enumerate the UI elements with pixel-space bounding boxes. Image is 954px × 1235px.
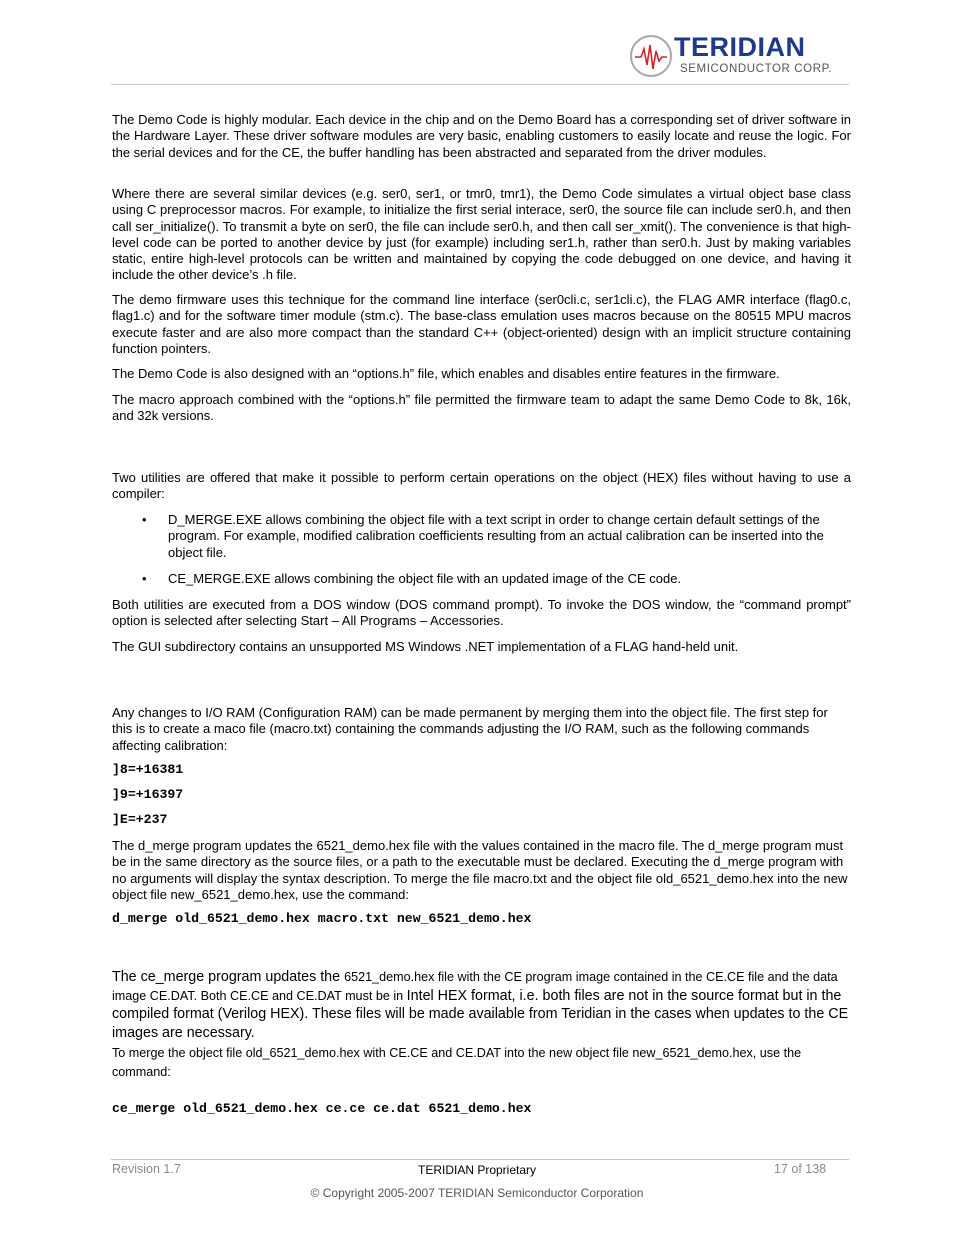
paragraph-ce-merge-usage: To merge the object file old_6521_demo.hex with CE.CE and CE.DAT into the new object file new_6521_demo.hex, use the command:: [112, 1046, 802, 1079]
paragraph-utilities: Two utilities are offered that make it possible to perform certain operations on the object (HEX) files without having to use a compiler:: [112, 470, 851, 502]
logo-brand: TERIDIAN: [674, 32, 806, 62]
code-d-merge-command: d_merge old_6521_demo.hex macro.txt new_6521_demo.hex: [112, 911, 532, 926]
ce-merge-text-part: 6521_demo.hex file with the CE program image contained in the CE.CE file and the data image CE.DAT. Both CE.CE and CE.DAT must be in: [112, 970, 838, 1003]
code-line: ]E=+237: [112, 812, 168, 827]
code-ce-merge-command: ce_merge old_6521_demo.hex ce.ce ce.dat 6521_demo.hex: [112, 1101, 532, 1116]
logo-brand-sub: SEMICONDUCTOR CORP.: [680, 63, 833, 75]
footer-proprietary: TERIDIAN Proprietary: [417, 1163, 537, 1177]
bullet-mark: •: [142, 512, 147, 527]
paragraph-d-merge: The d_merge program updates the 6521_demo.hex file with the values contained in the macro file. The d_merge program must be in the same directory as the source files, or a path to the executable must be declared. Executing the d_merge program with no arguments will display the syntax description. To merge the file macro.txt and the object file old_6521_demo.hex into the new object file new_6521_demo.hex, use the command:: [112, 838, 848, 902]
paragraph-dos-window: Both utilities are executed from a DOS window (DOS command prompt). To invoke the DOS window, the “command prompt” option is selected after selecting Start – All Programs – Accessories.: [112, 597, 851, 629]
paragraph-technique: The demo firmware uses this technique for the command line interface (ser0cli.c, ser1cli.c), the FLAG AMR interface (flag0.c, flag1.c) and for the software timer module (stm.c). The base-class emulation uses macros because on the 80515 MPU macros execute faster and are also more compact than the standard C++ (object-oriented) design with an implicit structure containing function pointers.: [112, 292, 851, 356]
ce-merge-text-part: The ce_merge program updates the: [112, 969, 345, 985]
paragraph-virtual-object: Where there are several similar devices (e.g. ser0, ser1, or tmr0, tmr1), the Demo Code simulates a virtual object base class using C preprocessor macros. For example, to initialize the first serial interace, ser0, the source file can include ser0.h, and then call ser_initialize(). To transmit a byte on ser0, the file can include ser0.h, and then call ser_xmit(). The convenience is that high-level code can be ported to another device by just (for example) including ser1.h, rather than ser0.h. Just by making variables static, entire high-level protocols can be written and maintained by copying the code debugged on one device, and having it include the other device’s .h file.: [112, 186, 851, 283]
teridian-logo: [630, 33, 835, 81]
paragraph-modular: The Demo Code is highly modular. Each device in the chip and on the Demo Board has a corresponding set of driver software in the Hardware Layer. These driver software modules are very basic, enabling customers to easily locate and reuse the logic. For the serial devices and for the CE, the buffer handling has been abstracted and separated from the driver modules.: [112, 112, 851, 160]
code-line: ]8=+16381: [112, 762, 184, 777]
code-line: ]9=+16397: [112, 787, 184, 802]
logo-waveform-icon: [630, 35, 672, 77]
paragraph-options-h: The Demo Code is also designed with an “options.h” file, which enables and disables entire features in the firmware.: [112, 366, 780, 381]
footer-page-number: 17 of 138: [774, 1162, 827, 1176]
paragraph-gui: The GUI subdirectory contains an unsupported MS Windows .NET implementation of a FLAG hand-held unit.: [112, 639, 739, 654]
paragraph-io-ram: Any changes to I/O RAM (Configuration RAM) can be made permanent by merging them into the object file. The first step for this is to create a maco file (macro.txt) containing the commands adjusting the I/O RAM, such as the following commands affecting calibration:: [112, 705, 828, 753]
paragraph-ce-merge: [112, 968, 851, 1043]
header-divider: [111, 84, 849, 85]
footer-copyright: © Copyright 2005-2007 TERIDIAN Semiconductor Corporation: [310, 1186, 644, 1200]
footer-revision: Revision 1.7: [112, 1162, 181, 1176]
ce-merge-text-part: Intel HEX format, i.e. both files are not in the source format but in the compiled format (Verilog HEX). These files will be made available from Teridian in the cases when updates to the CE images are necessary.: [112, 987, 849, 1042]
bullet-mark: •: [142, 571, 147, 586]
footer-divider: [111, 1159, 849, 1160]
bullet-ce-merge: CE_MERGE.EXE allows combining the object file with an updated image of the CE code.: [168, 571, 682, 586]
bullet-d-merge: D_MERGE.EXE allows combining the object file with a text script in order to change certain default settings of the program. For example, modified calibration coefficients resulting from an actual calibration can be inserted into the object file.: [168, 512, 824, 560]
paragraph-macro-approach: The macro approach combined with the “options.h” file permitted the firmware team to adapt the same Demo Code to 8k, 16k, and 32k versions.: [112, 392, 851, 424]
